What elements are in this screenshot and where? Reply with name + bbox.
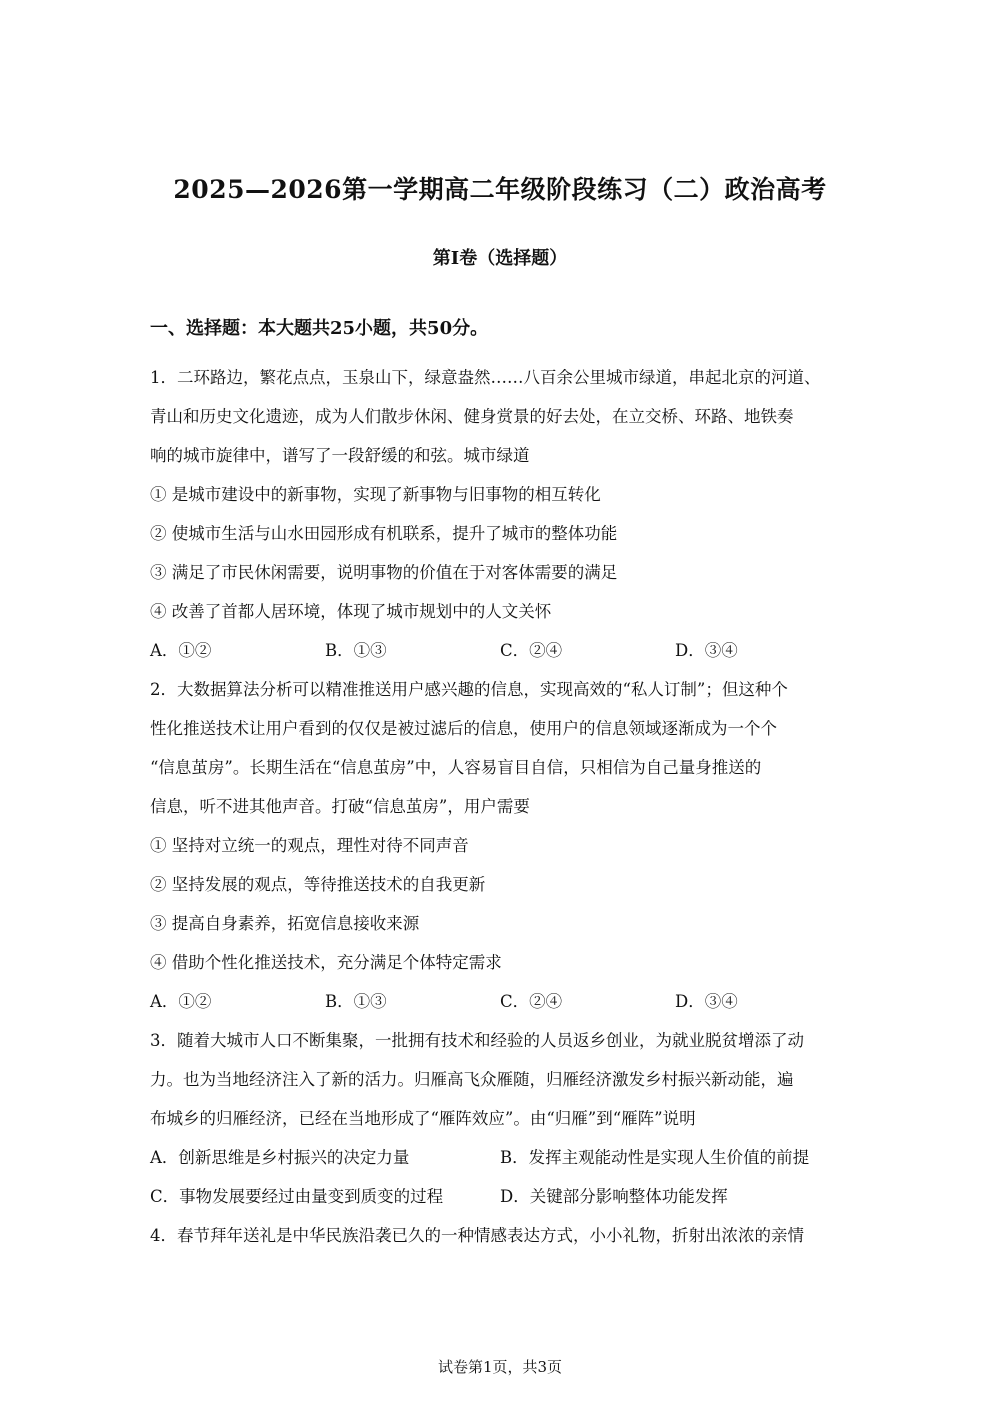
option-a: A．①② <box>150 641 212 660</box>
option-d: D．③④ <box>675 992 738 1011</box>
questions <box>150 365 870 1262</box>
question-stem-line: 青山和历史文化遗迹，成为人们散步休闲、健身赏景的好去处，在立交桥、环路、地铁奏 <box>150 407 794 426</box>
statement-item: ③ 满足了市民休闲需要，说明事物的价值在于对客体需要的满足 <box>150 563 618 582</box>
volume-heading: 第Ⅰ卷（选择题） <box>432 248 568 269</box>
question-stem-line: “信息茧房”。长期生活在“信息茧房”中，人容易盲目自信，只相信为自己量身推送的 <box>150 758 762 777</box>
question-2 <box>150 677 870 1028</box>
answer-options <box>150 1184 870 1223</box>
statement-item: ① 是城市建设中的新事物，实现了新事物与旧事物的相互转化 <box>150 485 601 504</box>
question-stem-line: 信息，听不进其他声音。打破“信息茧房”，用户需要 <box>150 797 530 816</box>
option-b: B．发挥主观能动性是实现人生价值的前提 <box>500 1148 810 1167</box>
question-1 <box>150 365 870 677</box>
statement-item: ③ 提高自身素养，拓宽信息接收来源 <box>150 914 420 933</box>
option-b: B．①③ <box>325 641 387 660</box>
option-a: A．创新思维是乡村振兴的决定力量 <box>150 1148 410 1167</box>
statement-item: ④ 借助个性化推送技术，充分满足个体特定需求 <box>150 953 502 972</box>
statement-item: ② 使城市生活与山水田园形成有机联系，提升了城市的整体功能 <box>150 524 618 543</box>
question-stem-line: 力。也为当地经济注入了新的活力。归雁高飞众雁随，归雁经济激发乡村振兴新动能，遍 <box>150 1070 794 1089</box>
question-stem-line: 性化推送技术让用户看到的仅仅是被过滤后的信息，使用户的信息领域逐渐成为一个个 <box>150 719 777 738</box>
section-heading: 一、选择题：本大题共25小题，共50分。 <box>150 318 489 339</box>
question-stem-line: 3．随着大城市人口不断集聚，一批拥有技术和经验的人员返乡创业，为就业脱贫增添了动 <box>150 1031 804 1050</box>
answer-options <box>150 638 870 677</box>
statement-item: ④ 改善了首都人居环境，体现了城市规划中的人文关怀 <box>150 602 552 621</box>
question-stem-line: 布城乡的归雁经济，已经在当地形成了“雁阵效应”。由“归雁”到“雁阵”说明 <box>150 1109 696 1128</box>
option-d: D．关键部分影响整体功能发挥 <box>500 1187 728 1206</box>
question-3 <box>150 1028 870 1223</box>
answer-options <box>150 989 870 1028</box>
question-stem-line: 2．大数据算法分析可以精准推送用户感兴趣的信息，实现高效的“私人订制”；但这种个 <box>150 680 788 699</box>
option-d: D．③④ <box>675 641 738 660</box>
statement-item: ② 坚持发展的观点，等待推送技术的自我更新 <box>150 875 486 894</box>
question-stem-line: 1．二环路边，繁花点点，玉泉山下，绿意盎然……八百余公里城市绿道，串起北京的河道、 <box>150 368 821 387</box>
exam-title: 2025—2026第一学期高二年级阶段练习（二）政治高考 <box>173 175 827 204</box>
page-footer: 试卷第1页，共3页 <box>437 1358 563 1376</box>
option-a: A．①② <box>150 992 212 1011</box>
question-4 <box>150 1223 870 1262</box>
question-stem-line: 响的城市旋律中，谱写了一段舒缓的和弦。城市绿道 <box>150 446 530 465</box>
option-b: B．①③ <box>325 992 387 1011</box>
option-c: C．事物发展要经过由量变到质变的过程 <box>150 1187 444 1206</box>
option-c: C．②④ <box>500 641 563 660</box>
question-stem-line: 4．春节拜年送礼是中华民族沿袭已久的一种情感表达方式，小小礼物，折射出浓浓的亲情 <box>150 1226 804 1245</box>
answer-options <box>150 1145 870 1184</box>
statement-item: ① 坚持对立统一的观点，理性对待不同声音 <box>150 836 469 855</box>
option-c: C．②④ <box>500 992 563 1011</box>
